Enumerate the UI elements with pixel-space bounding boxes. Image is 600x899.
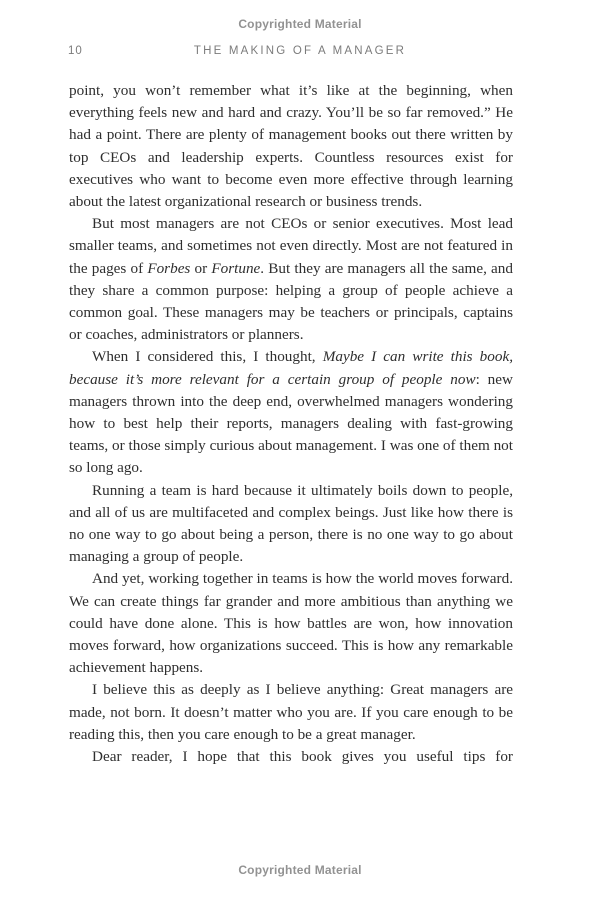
italic-text-segment: Forbes xyxy=(147,259,191,277)
text-segment: I believe this as deeply as I believe anything: Great managers are made, not born. It doesn’t matter who you are. If you care enough to be reading this, then you care enough to be a great manager. xyxy=(69,681,513,743)
running-title: THE MAKING OF A MANAGER xyxy=(193,45,407,57)
paragraph xyxy=(69,679,513,746)
text-segment: When I considered this, I thought, xyxy=(92,348,323,366)
paragraph xyxy=(69,346,513,479)
text-segment: or xyxy=(190,259,212,277)
text-segment: Dear reader, I hope that this book gives you useful tips for xyxy=(92,748,513,766)
copyright-notice-bottom: Copyrighted Material xyxy=(238,863,362,877)
paragraph xyxy=(69,480,513,569)
paragraph xyxy=(69,746,513,768)
italic-text-segment: Fortune xyxy=(211,259,261,277)
body-text xyxy=(69,80,513,768)
paragraph xyxy=(69,80,513,213)
copyright-notice-top: Copyrighted Material xyxy=(238,17,362,31)
text-segment: But most managers are not CEOs or senior executives. Most lead smaller teams, and sometimes not even directly. Most are not featured in the pages of xyxy=(69,215,513,277)
italic-text-segment: Maybe I can write this book, because it’s more relevant for a certain group of people now xyxy=(69,348,514,388)
paragraph xyxy=(69,213,513,346)
page-header xyxy=(0,45,600,57)
page-number: 10 xyxy=(68,45,83,57)
text-segment: : new managers thrown into the deep end, overwhelmed managers wondering how to best help their reports, managers dealing with fast-growing teams, or those simply curious about management. I was one of them not so long ago. xyxy=(69,370,513,477)
text-segment: Running a team is hard because it ultimately boils down to people, and all of us are multifaceted and complex beings. Just like how there is no one way to go about being a person, there is no one way to go about managing a group of people. xyxy=(69,481,513,566)
paragraph xyxy=(69,568,513,679)
text-segment: And yet, working together in teams is how the world moves forward. We can create things far grander and more ambitious than anything we could have done alone. This is how battles are won, how innovation moves forward, how organizations succeed. This is how any remarkable achievement happens. xyxy=(69,570,513,677)
text-segment: . But they are managers all the same, and they share a common purpose: helping a group of people achieve a common goal. These managers may be teachers or principals, captains or coaches, administrators or planners. xyxy=(69,259,513,344)
text-segment: point, you won’t remember what it’s like at the beginning, when everything feels new and hard and crazy. You’ll be so far removed.” He had a point. There are plenty of management books out there written by top CEOs and leadership experts. Countless resources exist for executives who want to become even more effective through learning about the latest organizational research or business trends. xyxy=(69,82,513,211)
